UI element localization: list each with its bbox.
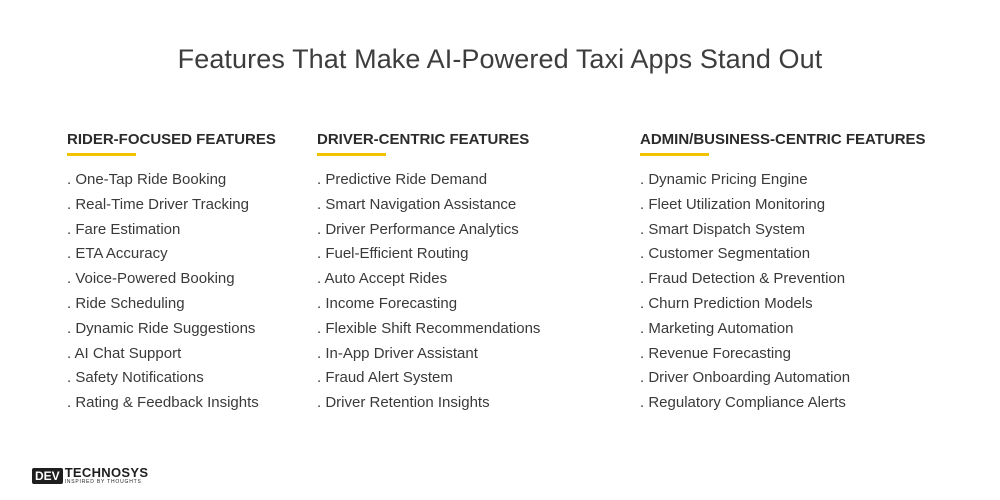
list-item: . Smart Navigation Assistance	[317, 195, 517, 213]
logo-tagline: INSPIRED BY THOUGHTS	[64, 479, 142, 485]
list-item: . Voice-Powered Booking	[67, 270, 235, 288]
admin-features-list	[640, 168, 926, 416]
list-item: . Fraud Alert System	[317, 369, 453, 387]
list-item: . In-App Driver Assistant	[317, 344, 478, 362]
list-item: . Fare Estimation	[67, 220, 181, 238]
list-item: . Fraud Detection & Prevention	[640, 270, 846, 288]
rider-features-list	[67, 168, 276, 416]
list-item: . Predictive Ride Demand	[317, 171, 488, 188]
list-item: . Fuel-Efficient Routing	[317, 245, 469, 263]
rider-features-heading-text: RIDER-FOCUSED FEATURES	[67, 131, 276, 148]
heading-underline	[640, 153, 709, 156]
list-item: . Rating & Feedback Insights	[67, 394, 259, 412]
logo-mark: DEV	[32, 468, 63, 484]
logo-name: TECHNOSYS	[64, 465, 149, 480]
list-item: . Driver Performance Analytics	[317, 220, 519, 238]
rider-features-column	[67, 131, 276, 416]
list-item: . Marketing Automation	[640, 319, 794, 337]
list-item: . Dynamic Ride Suggestions	[67, 319, 256, 337]
company-logo	[32, 466, 148, 485]
list-item: . Driver Onboarding Automation	[640, 369, 851, 387]
list-item: . Auto Accept Rides	[317, 270, 448, 288]
admin-features-column	[640, 131, 926, 416]
list-item: . Smart Dispatch System	[640, 220, 806, 238]
admin-features-heading	[640, 131, 926, 156]
list-item: . Real-Time Driver Tracking	[67, 195, 249, 213]
list-item: . Income Forecasting	[317, 294, 458, 312]
list-item: . Dynamic Pricing Engine	[640, 171, 808, 188]
driver-features-column	[317, 131, 540, 416]
list-item: . ETA Accuracy	[67, 245, 168, 263]
rider-features-heading	[67, 131, 276, 156]
list-item: . Flexible Shift Recommendations	[317, 319, 541, 337]
logo-wordmark	[65, 466, 149, 485]
list-item: . Safety Notifications	[67, 369, 204, 387]
list-item: . Customer Segmentation	[640, 245, 811, 263]
list-item: . Driver Retention Insights	[317, 394, 490, 412]
list-item: . Churn Prediction Models	[640, 294, 813, 312]
list-item: . Ride Scheduling	[67, 294, 185, 312]
list-item: . Revenue Forecasting	[640, 344, 791, 362]
driver-features-list	[317, 168, 540, 416]
page-title: Features That Make AI-Powered Taxi Apps Stand Out	[177, 44, 823, 74]
admin-features-heading-text: ADMIN/BUSINESS-CENTRIC FEATURES	[640, 131, 926, 148]
heading-underline	[317, 153, 386, 156]
list-item: . AI Chat Support	[67, 344, 182, 362]
list-item: . Regulatory Compliance Alerts	[640, 394, 846, 412]
driver-features-heading	[317, 131, 540, 156]
heading-underline	[67, 153, 136, 156]
driver-features-heading-text: DRIVER-CENTRIC FEATURES	[317, 131, 530, 148]
list-item: . One-Tap Ride Booking	[67, 171, 227, 188]
list-item: . Fleet Utilization Monitoring	[640, 195, 826, 213]
